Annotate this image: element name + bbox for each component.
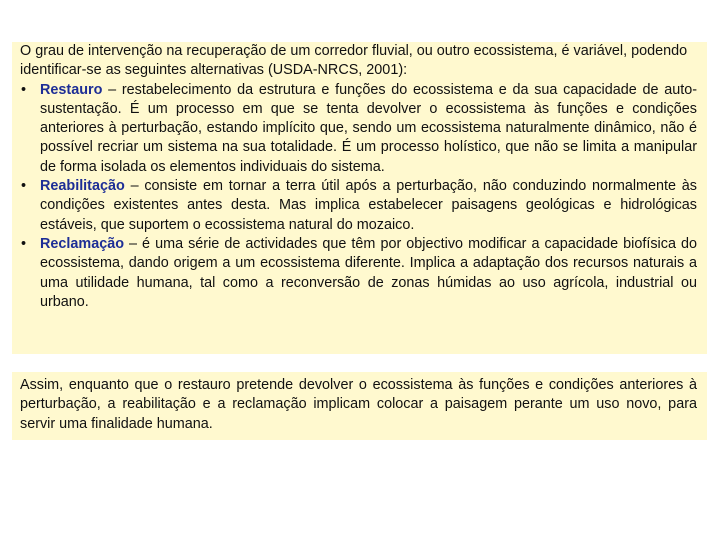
definition-restauro: – restabelecimento da estrutura e funções do ecossistema e da sua capacidade de auto-sustentação. É um processo em que se tenta devolver o ecossistema às funções e condições anteriores à perturbação, estando implícito que, sendo um ecossistema naturalmente dinâmico, não é possível recriar um sistema na sua totalidade. É um processo holístico, que não se limita a manipular de forma isolada os elementos individuais do sistema. bbox=[40, 81, 697, 175]
bullet-item-reabilitacao bbox=[20, 177, 697, 235]
conclusion-box bbox=[12, 372, 707, 440]
intro-paragraph: O grau de intervenção na recuperação de um corredor fluvial, ou outro ecossistema, é variável, podendo identificar-se as seguintes alternativas (USDA-NRCS, 2001): bbox=[20, 43, 688, 79]
definitions-box bbox=[12, 42, 707, 354]
bullet-dot-icon: • bbox=[21, 235, 27, 252]
term-restauro: Restauro bbox=[40, 81, 103, 98]
definition-reclamacao: – é uma série de actividades que têm por objectivo modificar a capacidade biofísica do ecossistema, dando origem a um ecossistema diferente. Implica a adaptação dos recursos naturais a uma utilidade humana, tal como a reconversão de zonas húmidas ao uso agrícola, industrial ou urbano. bbox=[40, 235, 697, 310]
bullet-dot-icon: • bbox=[21, 178, 27, 195]
bullet-dot-icon: • bbox=[21, 81, 27, 98]
term-reabilitacao: Reabilitação bbox=[40, 178, 125, 195]
conclusion-paragraph: Assim, enquanto que o restauro pretende devolver o ecossistema às funções e condições anteriores à perturbação, a reabilitação e a reclamação implicam colocar a paisagem perante um uso novo, para servir uma finalidade humana. bbox=[20, 377, 697, 432]
bullet-item-restauro bbox=[20, 81, 697, 177]
term-reclamacao: Reclamação bbox=[40, 235, 124, 252]
definition-reabilitacao: – consiste em tornar a terra útil após a perturbação, não conduzindo normalmente às condições existentes antes desta. Mas implica estabelecer paisagens geológicas e hidrológicas estáveis, que suportem o ecossistema natural do mozaico. bbox=[40, 178, 697, 233]
bullet-item-reclamacao bbox=[20, 235, 697, 312]
